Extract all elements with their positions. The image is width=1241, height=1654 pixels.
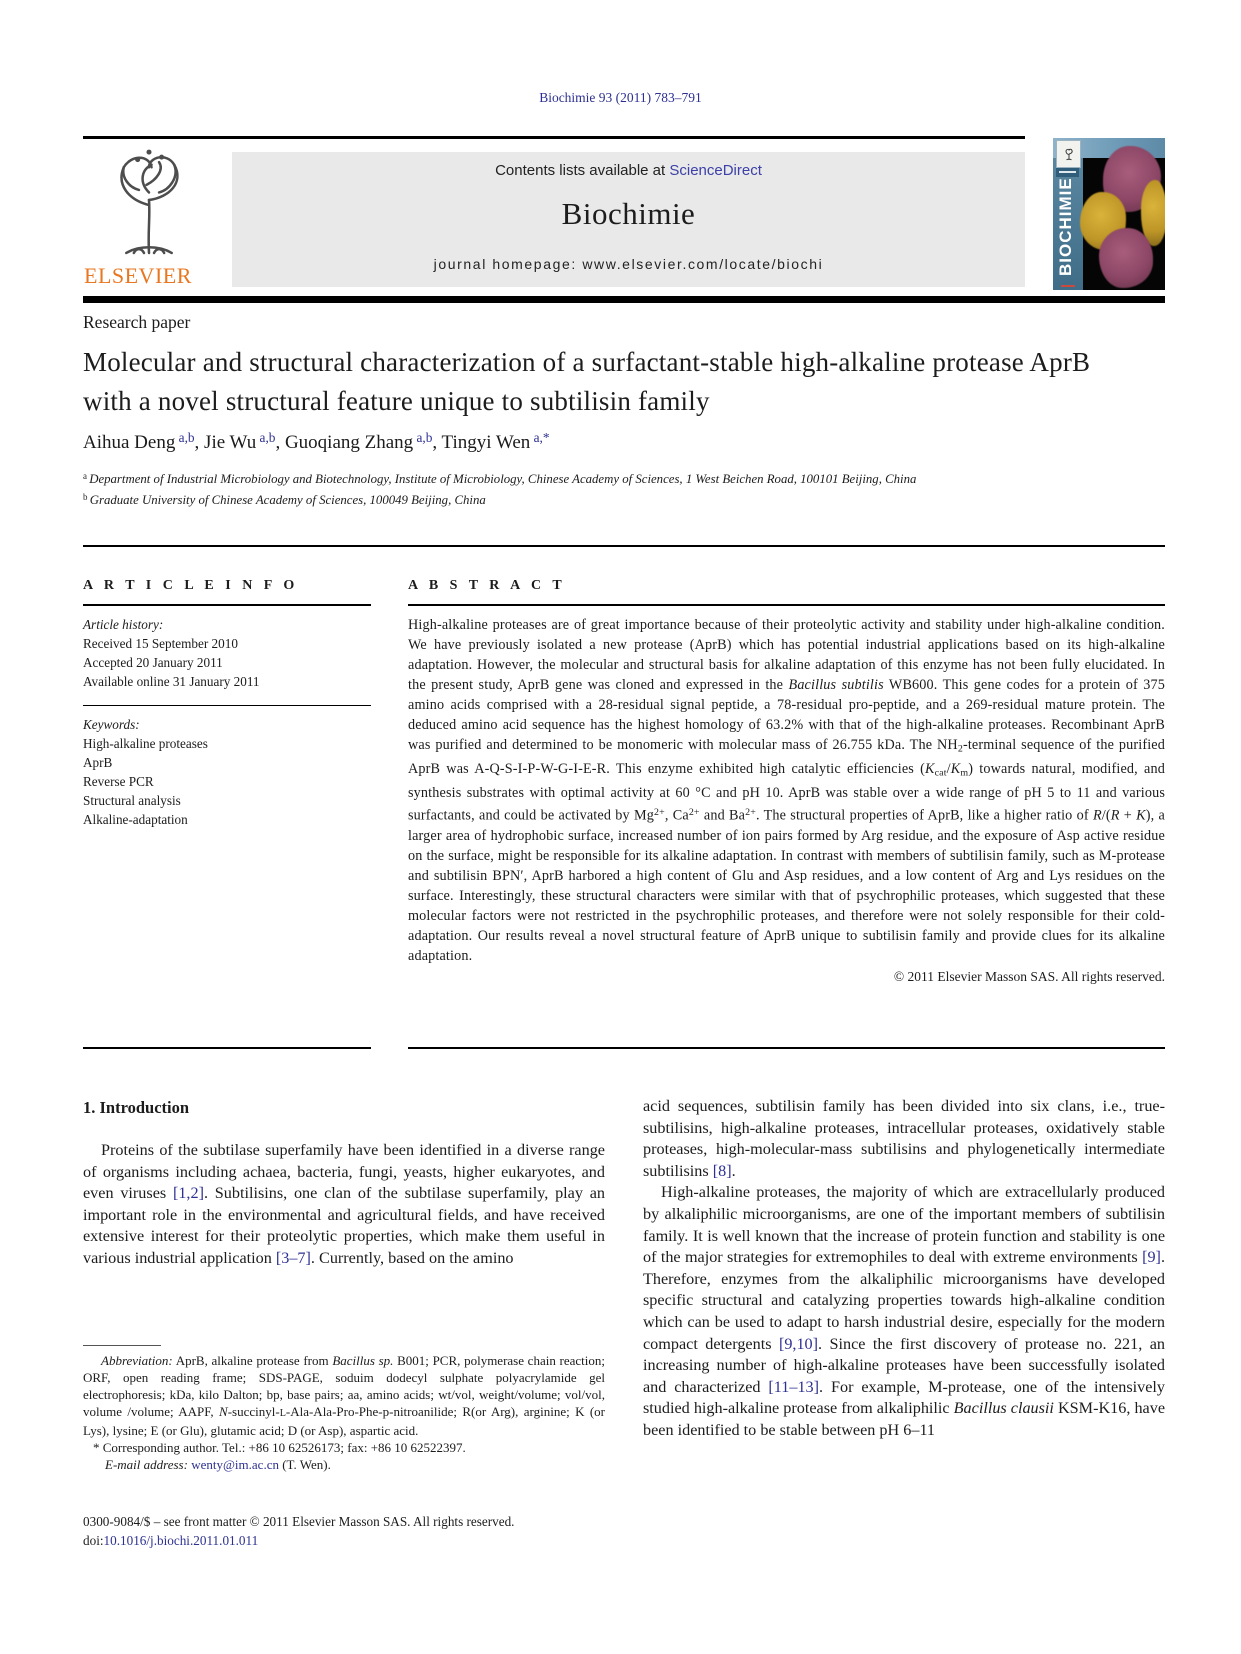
elsevier-tree-icon — [84, 142, 214, 258]
abstract-bottom-rule — [408, 1047, 1165, 1049]
journal-cover — [1053, 138, 1165, 290]
history-received: Received 15 September 2010 — [83, 635, 238, 651]
history-available: Available online 31 January 2011 — [83, 673, 260, 689]
inline-link[interactable]: [9] — [1142, 1248, 1161, 1267]
section-heading-introduction: 1. Introduction — [83, 1098, 190, 1117]
email-note: E-mail address: wenty@im.ac.cn (T. Wen). — [105, 1457, 331, 1472]
footer-issn-line: 0300-9084/$ – see front matter © 2011 Elsevier Masson SAS. All rights reserved. — [83, 1514, 515, 1529]
inline-link[interactable]: [8] — [712, 1161, 732, 1180]
abbreviation-note: Abbreviation: AprB, alkaline protease from Bacillus sp. B001; PCR, polymerase chain reaction; ORF, open reading frame; SDS-PAGE, soduim dodecyl sulphate polyacrylamide gel electrophoresis; kDa, kilo Dalton; bp, base pairs; aa, amino acids; wt/vol, weight/volume; vol/vol, volume /volume; AAPF, N-succinyl-L-Ala-Ala-Pro-Phe-p-nitroanilide; R(or Arg), arginine; K (or Lys), lysine; E (or Glu), glutamic acid; D (or Asp), aspartic acid. — [83, 1353, 605, 1438]
article-title: Molecular and structural characterization of a surfactant-stable high-alkaline protease AprB with a novel structural feature unique to subtilisin family — [83, 347, 1091, 416]
elsevier-logo — [84, 142, 224, 288]
footnote-rule — [83, 1345, 161, 1346]
intro-paragraph-right-2: High-alkaline proteases, the majority of which are extracellularly produced by alkaliphilic microorganisms, are one of the important members of subtilisin family. It is well known that the increase of protein function and stability is one of the major strategies for extremophiles to deal with extreme environments [9]. Therefore, enzymes from the alkaliphilic microorganisms have developed specific structural and catalyzing properties towards high-alkaline condition which can be used to adapt to harsh industrial desire, especially for the modern compact detergents [9,10]. Since the first discovery of protease no. 221, an increasing number of high-alkaline proteases have been successfully isolated and characterized [11–13]. For example, M-protease, one of the intensively studied high-alkaline protease from alkaliphilic Bacillus clausii KSM-K16, have been identified to be stable between pH 6–11 — [643, 1183, 1166, 1439]
abstract-heading: A B S T R A C T — [408, 578, 566, 593]
article-history-label: Article history: — [83, 616, 164, 632]
email-link[interactable]: wenty@im.ac.cn — [191, 1457, 279, 1472]
sciencedirect-link[interactable]: ScienceDirect — [669, 162, 762, 179]
copyright-line: © 2011 Elsevier Masson SAS. All rights reserved. — [893, 968, 1165, 984]
inline-link[interactable]: a,b — [256, 430, 276, 445]
corresponding-author-note: * Corresponding author. Tel.: +86 10 62526173; fax: +86 10 62522397. — [93, 1440, 466, 1455]
keyword-item: Reverse PCR — [83, 774, 154, 789]
citation-line: Biochimie 93 (2011) 783–791 — [539, 90, 702, 105]
page-footer — [83, 1512, 783, 1550]
journal-title: Biochimie — [561, 196, 696, 231]
keyword-item: Structural analysis — [83, 793, 181, 808]
abstract-heading-rule — [408, 604, 1165, 606]
footer-doi-line: doi:10.1016/j.biochi.2011.01.011 — [83, 1533, 259, 1548]
intro-paragraph-left: Proteins of the subtilase superfamily have been identified in a diverse range of organisms including achaea, bacteria, fungi, yeasts, higher eukaryotes, and even viruses [1,2]. Subtilisins, one clan of the subtilase superfamily, play an important role in the environmental and agricultural fields, and have received extensive interest for their proteolytic properties, which make them useful in various industrial application [3–7]. Currently, based on the amino — [83, 1141, 605, 1267]
info-top-rule — [83, 545, 1165, 547]
affiliation-b: $^b$ Graduate University of Chinese Academy of Sciences, 100049 Beijing, China — [83, 492, 486, 508]
contents-prefix: Contents lists available at — [495, 162, 670, 179]
article-info-column — [83, 578, 371, 829]
keywords-rule — [83, 705, 371, 707]
footnote-block — [83, 1345, 605, 1473]
header-top-rule — [83, 136, 1025, 139]
journal-homepage-link[interactable]: journal homepage: www.elsevier.com/locate/biochi — [433, 256, 824, 272]
article-info-bottom-rule — [83, 1047, 371, 1049]
header-divider-bar — [83, 296, 1165, 303]
abstract-text: High-alkaline proteases are of great importance because of their proteolytic activity and stability under high-alkaline condition. We have previously isolated a new protease (AprB) which has potential industrial applications based on its high-alkaline adaptation. However, the molecular and structural basis for alkaline adaptation of this enzyme has not been fully elucidated. In the present study, AprB gene was cloned and expressed in the Bacillus subtilis WB600. This gene codes for a protein of 375 amino acids comprised with a 28-residual signal peptide, a 78-residual pro-peptide, and a 269-residual mature protein. The deduced amino acid sequence has the highest homology of 63.2% with that of the high-alkaline proteases. Recombinant AprB was purified and determined to be monomeric with molecular mass of 26.755 kDa. The NH2-terminal sequence of the purified AprB was A-Q-S-I-P-W-G-I-E-R. This enzyme exhibited high catalytic efficiencies (Kcat/Km) towards natural, modified, and synthesis substrates with optimal activity at 60 °C and pH 10. AprB was stable over a wide range of pH 5 to 11 and various surfactants, and could be activated by $Mg^{2+}$, $Ca^{2+}$ and $Ba^{2+}$. The structural properties of AprB, like a higher ratio of R/(R + K), a larger area of hydrophobic surface, increased number of ion pairs formed by Arg residue, and the exposure of Asp active residue on the surface, might be responsible for its alkaline adaptation. In contrast with members of subtilisin family, such as M-protease and subtilisin BPN′, AprB harbored a high content of Glu and Asp residues, and a low content of Arg and Lys residues on the surface. Interestingly, these structural characters were similar with that of psychrophilic proteases, which suggested that these molecular factors were not restricted in the psychrophilic proteases, and therefore were not solely responsible for their cold-adaptation. Our results reveal a novel structural feature of AprB unique to subtilisin family and provide clues for its alkaline adaptation. — [408, 616, 1166, 964]
authors-line: Aihua Deng $^{a,b}$, Jie Wu $^{a,b}$, Guoqiang Zhang $^{a,b}$, Tingyi Wen $^{a,*}$ — [83, 430, 550, 453]
inline-link[interactable]: [11–13] — [768, 1377, 820, 1396]
cover-spine-title: BIOCHIMIE — [1056, 177, 1075, 276]
affiliation-a: $^a$ Department of Industrial Microbiology and Biotechnology, Institute of Microbiology, Chinese Academy of Sciences, 1 West Beichen Road, 100101 Beijing, China — [83, 471, 917, 487]
inline-link[interactable]: [9,10] — [778, 1334, 819, 1353]
elsevier-wordmark: ELSEVIER — [84, 263, 192, 288]
keyword-item: Alkaline-adaptation — [83, 812, 188, 827]
abstract-column — [408, 578, 1165, 985]
article-type-label: Research paper — [83, 312, 191, 332]
intro-paragraph-right-1: acid sequences, subtilisin family has been divided into six clans, i.e., true-subtilisins, high-alkaline proteases, intracellular proteases, oxidatively stable proteases, high-molecular-mass subtilisins and phylogenetically intermediate subtilisins [8]. — [643, 1097, 1165, 1180]
keywords-label: Keywords: — [83, 717, 140, 732]
article-info-heading-rule — [83, 604, 371, 606]
cover-mini-elsevier-logo — [1056, 140, 1081, 168]
intro-column-right — [643, 1096, 1165, 1442]
protein-blob-magenta-bottom — [1099, 228, 1153, 288]
inline-link[interactable]: a,* — [530, 430, 550, 445]
doi-link[interactable]: 10.1016/j.biochi.2011.01.011 — [103, 1533, 259, 1548]
keyword-item: High-alkaline proteases — [83, 736, 208, 751]
affiliations — [83, 467, 1165, 509]
inline-link[interactable]: a,b — [413, 430, 433, 445]
inline-link[interactable]: a,b — [175, 430, 195, 445]
article-info-heading: A R T I C L E I N F O — [83, 578, 299, 593]
contents-line — [232, 162, 1025, 179]
cover-spine-footnote — [1061, 285, 1075, 287]
inline-link[interactable]: [3–7] — [275, 1248, 311, 1267]
history-accepted: Accepted 20 January 2011 — [83, 654, 223, 670]
keyword-item: AprB — [83, 755, 113, 770]
header-banner — [232, 152, 1025, 287]
inline-link[interactable]: [1,2] — [172, 1184, 204, 1203]
